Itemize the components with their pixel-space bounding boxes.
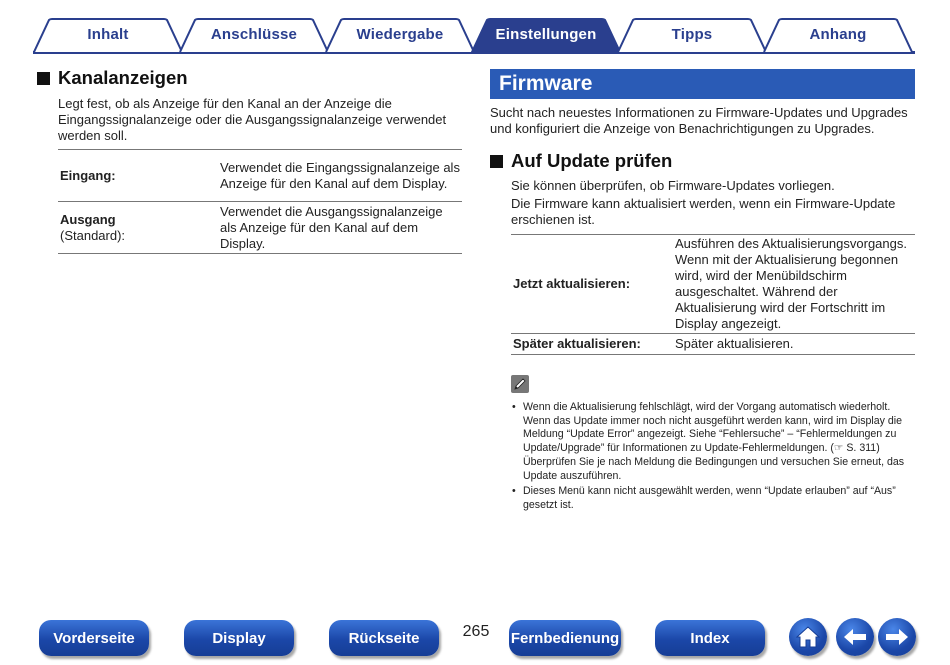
row-label: Eingang:	[60, 167, 116, 183]
pencil-icon	[511, 375, 529, 393]
firmware-header: Firmware	[490, 69, 915, 99]
table-row	[511, 334, 915, 355]
section-title-kanalanzeigen	[37, 67, 188, 89]
square-bullet-icon	[490, 155, 503, 168]
tab-anschluesse[interactable]	[179, 18, 329, 51]
rueckseite-button[interactable]: Rückseite	[329, 620, 439, 656]
arrow-right-icon	[884, 627, 910, 647]
kanalanzeigen-intro: Legt fest, ob als Anzeige für den Kanal an der Anzeige die Eingangssignalanzeige oder die Ausgangssignalanzeige verwendet werden soll.	[58, 96, 447, 143]
tab-label: Wiedergabe	[356, 26, 444, 43]
tab-anhang[interactable]	[763, 18, 913, 51]
table-row	[58, 202, 462, 254]
tab-wiedergabe[interactable]	[325, 18, 475, 51]
row-desc: Ausführen des Aktualisierungsvorgangs. Wenn mit der Aktualisierung begonnen wird, wird der Menübildschirm ausgeschaltet. Während der Aktualisierung wird der Fortschritt im Display angezeigt.	[675, 236, 907, 331]
tab-label: Tipps	[671, 26, 713, 43]
row-label-cell	[58, 150, 218, 202]
square-bullet-icon	[37, 72, 50, 85]
display-button[interactable]: Display	[184, 620, 294, 656]
row-label-cell	[58, 202, 218, 254]
home-icon	[795, 625, 821, 649]
index-button[interactable]: Index	[655, 620, 765, 656]
arrow-left-icon	[842, 627, 868, 647]
list-item: • Wenn die Aktualisierung fehlschlägt, wird der Vorgang automatisch wiederholt. Wenn das Update immer noch nicht ausgeführt werden kann, wird im Display die Meldung “Update Error” angezeigt. Siehe “Fehlersuche” – “Fehlermeldungen zu Update/Upgrade” für Informationen zu Update-Fehlermeldungen. (☞ S. 311) Überprüfen Sie je nach Meldung die Bedingungen und versuchen Sie erneut, das Update auszuführen.	[511, 401, 911, 483]
row-label: Später aktualisieren:	[513, 336, 641, 351]
kanalanzeigen-table	[58, 149, 462, 254]
home-button[interactable]	[789, 618, 827, 656]
section-title-auf-update-pruefen	[490, 150, 672, 172]
row-desc: Verwendet die Eingangssignalanzeige als Anzeige für den Kanal auf dem Display.	[220, 159, 460, 191]
tab-label: Inhalt	[87, 26, 129, 43]
firmware-intro: Sucht nach neuestes Informationen zu Firmware-Updates und Upgrades und konfiguriert die Anzeige von Benachrichtigungen zu Upgrades.	[490, 105, 908, 136]
section-title-text: Auf Update prüfen	[511, 150, 673, 171]
fernbedienung-button[interactable]: Fernbedienung	[509, 620, 621, 656]
row-label: Ausgang	[60, 211, 116, 227]
row-label-cell	[511, 334, 673, 355]
table-row	[58, 150, 462, 202]
tab-einstellungen[interactable]	[471, 18, 621, 51]
row-desc: Später aktualisieren.	[675, 336, 794, 351]
page-number: 265	[462, 623, 490, 640]
tab-inhalt[interactable]	[33, 18, 183, 51]
list-item: • Dieses Menü kann nicht ausgewählt werden, wenn “Update erlauben” auf “Aus” gesetzt ist.	[511, 485, 911, 512]
forward-button[interactable]	[878, 618, 916, 656]
update-table	[511, 234, 915, 355]
notes-list	[511, 401, 911, 515]
tab-label: Anschlüsse	[210, 26, 298, 43]
row-label: Jetzt aktualisieren:	[513, 276, 631, 291]
update-text-1: Sie können überprüfen, ob Firmware-Updates vorliegen.	[511, 178, 835, 193]
tab-label: Einstellungen	[495, 26, 597, 43]
row-label-cell	[511, 235, 673, 334]
table-row	[511, 235, 915, 334]
update-text-2: Die Firmware kann aktualisiert werden, wenn ein Firmware-Update erschienen ist.	[511, 196, 896, 227]
tab-label: Anhang	[809, 26, 867, 43]
back-button[interactable]	[836, 618, 874, 656]
vorderseite-button[interactable]: Vorderseite	[39, 620, 149, 656]
section-title-text: Kanalanzeigen	[58, 67, 188, 88]
row-sublabel: (Standard):	[60, 227, 126, 243]
row-desc: Verwendet die Ausgangssignalanzeige als Anzeige für den Kanal auf dem Display.	[220, 203, 443, 251]
tab-tipps[interactable]	[617, 18, 767, 51]
